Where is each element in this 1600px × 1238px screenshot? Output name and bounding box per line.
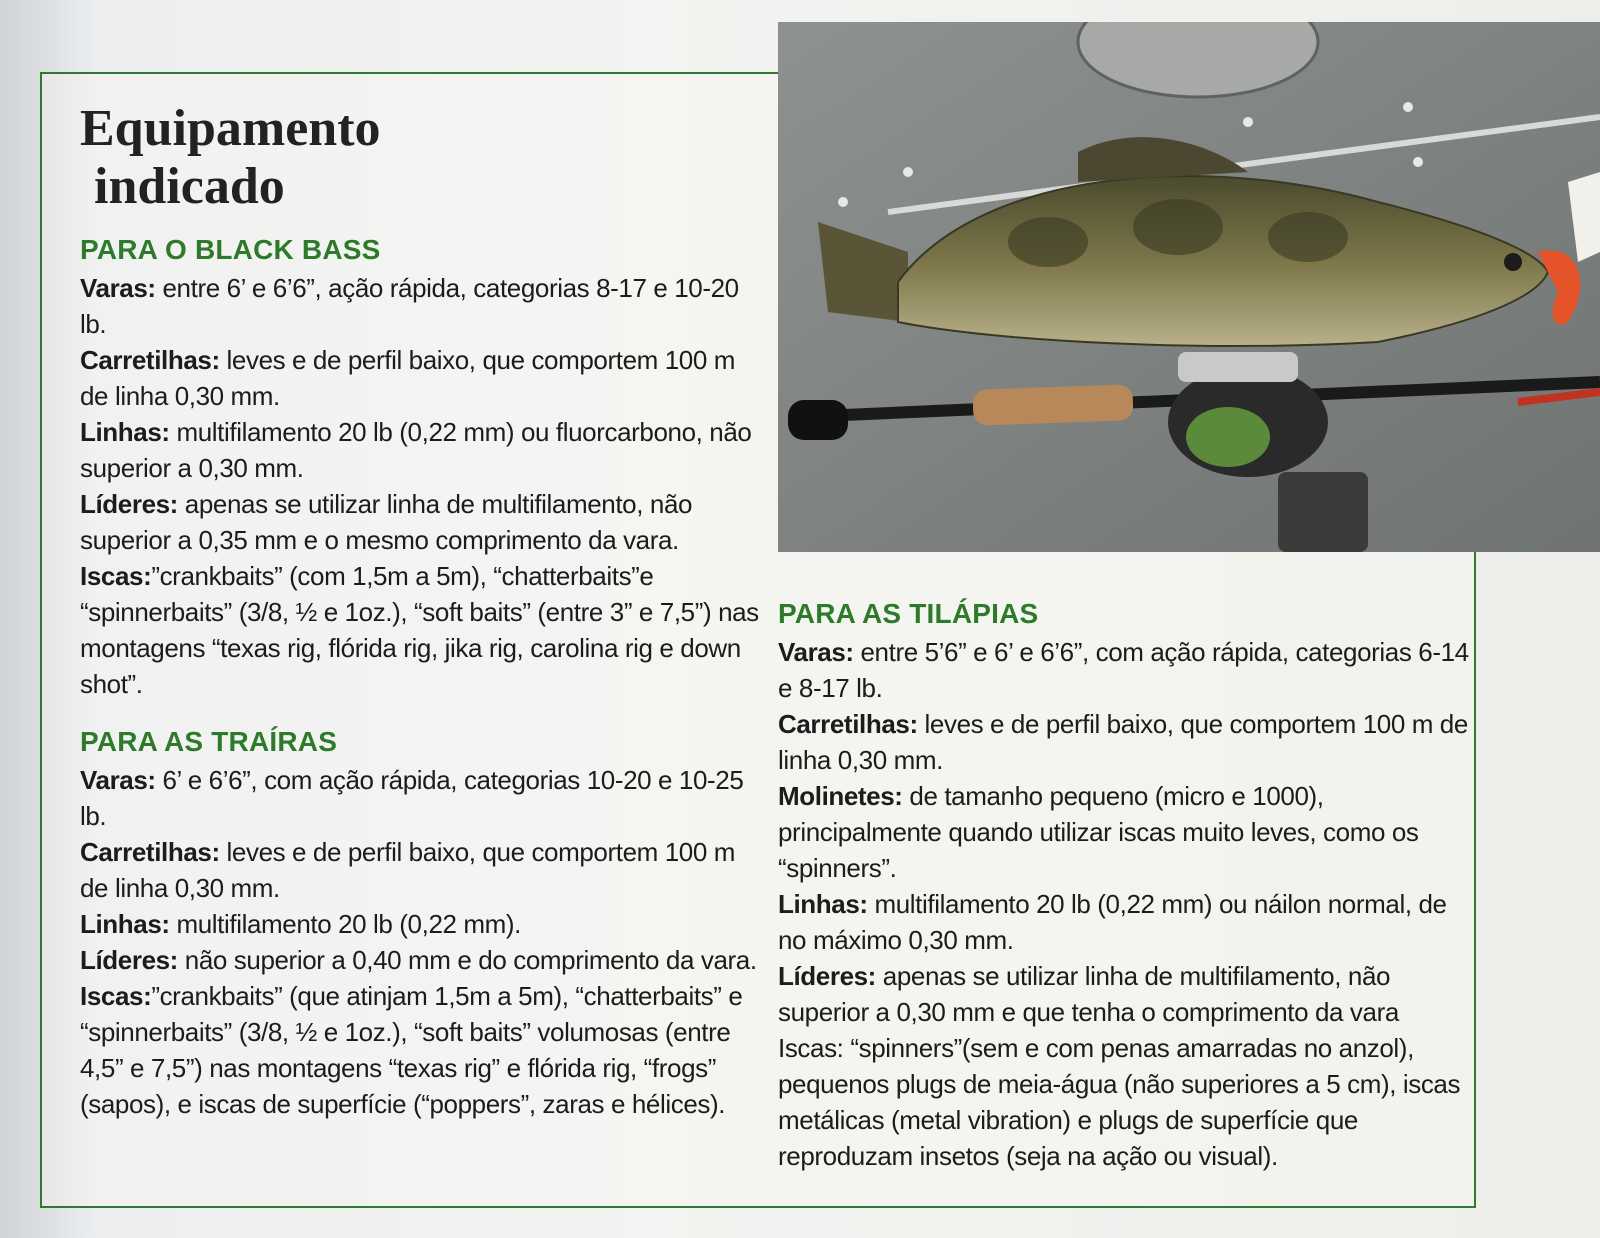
fish-photo bbox=[778, 22, 1600, 552]
tilapias-item-varas bbox=[778, 634, 1478, 706]
item-text: não superior a 0,40 mm e do comprimento da vara. bbox=[177, 945, 757, 975]
title-line-2: indicado bbox=[94, 158, 285, 215]
black-bass-item-carretilhas bbox=[80, 342, 760, 414]
item-text: leves e de perfil baixo, que comportem 100 m de linha 0,30 mm. bbox=[80, 345, 735, 411]
right-column bbox=[778, 596, 1478, 1174]
item-text: multifilamento 20 lb (0,22 mm) ou fluorcarbono, não superior a 0,30 mm. bbox=[80, 417, 752, 483]
item-text: leves e de perfil baixo, que comportem 100 m de linha 0,30 mm. bbox=[778, 709, 1468, 775]
tilapias-item-carretilhas bbox=[778, 706, 1478, 778]
black-bass-item-varas bbox=[80, 270, 760, 342]
trairas-item-carretilhas bbox=[80, 834, 760, 906]
item-label: Linhas: bbox=[778, 889, 868, 919]
section-tilapias bbox=[778, 596, 1478, 1174]
trairas-item-lideres bbox=[80, 942, 760, 978]
trairas-item-linhas bbox=[80, 906, 760, 942]
tilapias-item-molinetes bbox=[778, 778, 1478, 886]
item-label: Carretilhas: bbox=[778, 709, 918, 739]
item-text: multifilamento 20 lb (0,22 mm) ou náilon normal, de no máximo 0,30 mm. bbox=[778, 889, 1447, 955]
item-label: Iscas: bbox=[80, 981, 152, 1011]
item-label: Varas: bbox=[80, 765, 156, 795]
page-title bbox=[80, 100, 381, 216]
item-label: Varas: bbox=[778, 637, 854, 667]
section-heading-tilapias: PARA AS TILÁPIAS bbox=[778, 598, 1039, 629]
trairas-item-varas bbox=[80, 762, 760, 834]
item-text: apenas se utilizar linha de multifilamento, não superior a 0,30 mm e que tenha o comprimento da vara bbox=[778, 961, 1399, 1027]
item-text: entre 5’6” e 6’ e 6’6”, com ação rápida, categorias 6-14 e 8-17 lb. bbox=[778, 637, 1469, 703]
section-black-bass bbox=[80, 232, 760, 702]
item-label: Líderes: bbox=[778, 961, 876, 991]
item-text: 6’ e 6’6”, com ação rápida, categorias 10-20 e 10-25 lb. bbox=[80, 765, 744, 831]
item-label: Líderes: bbox=[80, 489, 178, 519]
black-bass-item-lideres bbox=[80, 486, 760, 558]
section-heading-trairas: PARA AS TRAÍRAS bbox=[80, 726, 338, 757]
section-trairas bbox=[80, 724, 760, 1122]
item-label: Linhas: bbox=[80, 417, 170, 447]
item-label: Varas: bbox=[80, 273, 156, 303]
item-label: Carretilhas: bbox=[80, 837, 220, 867]
item-label: Molinetes: bbox=[778, 781, 903, 811]
left-column bbox=[80, 232, 760, 1122]
tilapias-item-iscas bbox=[778, 1030, 1478, 1174]
section-heading-black-bass: PARA O BLACK BASS bbox=[80, 234, 381, 265]
black-bass-item-linhas bbox=[80, 414, 760, 486]
trairas-item-iscas bbox=[80, 978, 760, 1122]
item-text: ”crankbaits” (que atinjam 1,5m a 5m), “chatterbaits” e “spinnerbaits” (3/8, ½ e 1oz.), “soft baits” volumosas (entre 4,5” e 7,5”) nas montagens “texas rig” e flórida rig, “frogs” (sapos), e iscas de superfície (“poppers”, zaras e hélices). bbox=[80, 981, 743, 1119]
title-line-1: Equipamento bbox=[80, 100, 381, 157]
item-text: multifilamento 20 lb (0,22 mm). bbox=[169, 909, 521, 939]
item-text: leves e de perfil baixo, que comportem 100 m de linha 0,30 mm. bbox=[80, 837, 735, 903]
item-text: de tamanho pequeno (micro e 1000), principalmente quando utilizar iscas muito leves, como os “spinners”. bbox=[778, 781, 1419, 883]
tilapias-item-linhas bbox=[778, 886, 1478, 958]
item-text: ”crankbaits” (com 1,5m a 5m), “chatterbaits”e “spinnerbaits” (3/8, ½ e 1oz.), “soft baits” (entre 3” e 7,5”) nas montagens “texas rig, flórida rig, jika rig, carolina rig e down shot”. bbox=[80, 561, 759, 699]
tilapias-item-lideres bbox=[778, 958, 1478, 1030]
fish-with-fishing-rod-photo-icon bbox=[778, 22, 1600, 552]
section-gap bbox=[80, 702, 760, 724]
item-label: Linhas: bbox=[80, 909, 170, 939]
item-label: Iscas: bbox=[80, 561, 152, 591]
black-bass-item-iscas bbox=[80, 558, 760, 702]
item-text: apenas se utilizar linha de multifilamento, não superior a 0,35 mm e o mesmo comprimento da vara. bbox=[80, 489, 693, 555]
item-label: Líderes: bbox=[80, 945, 178, 975]
item-text: Iscas: “spinners”(sem e com penas amarradas no anzol), pequenos plugs de meia-água (não superiores a 5 cm), iscas metálicas (metal vibration) e plugs de superfície que reproduzam insetos (seja na ação ou visual). bbox=[778, 1033, 1461, 1171]
item-label: Carretilhas: bbox=[80, 345, 220, 375]
item-text: entre 6’ e 6’6”, ação rápida, categorias 8-17 e 10-20 lb. bbox=[80, 273, 739, 339]
